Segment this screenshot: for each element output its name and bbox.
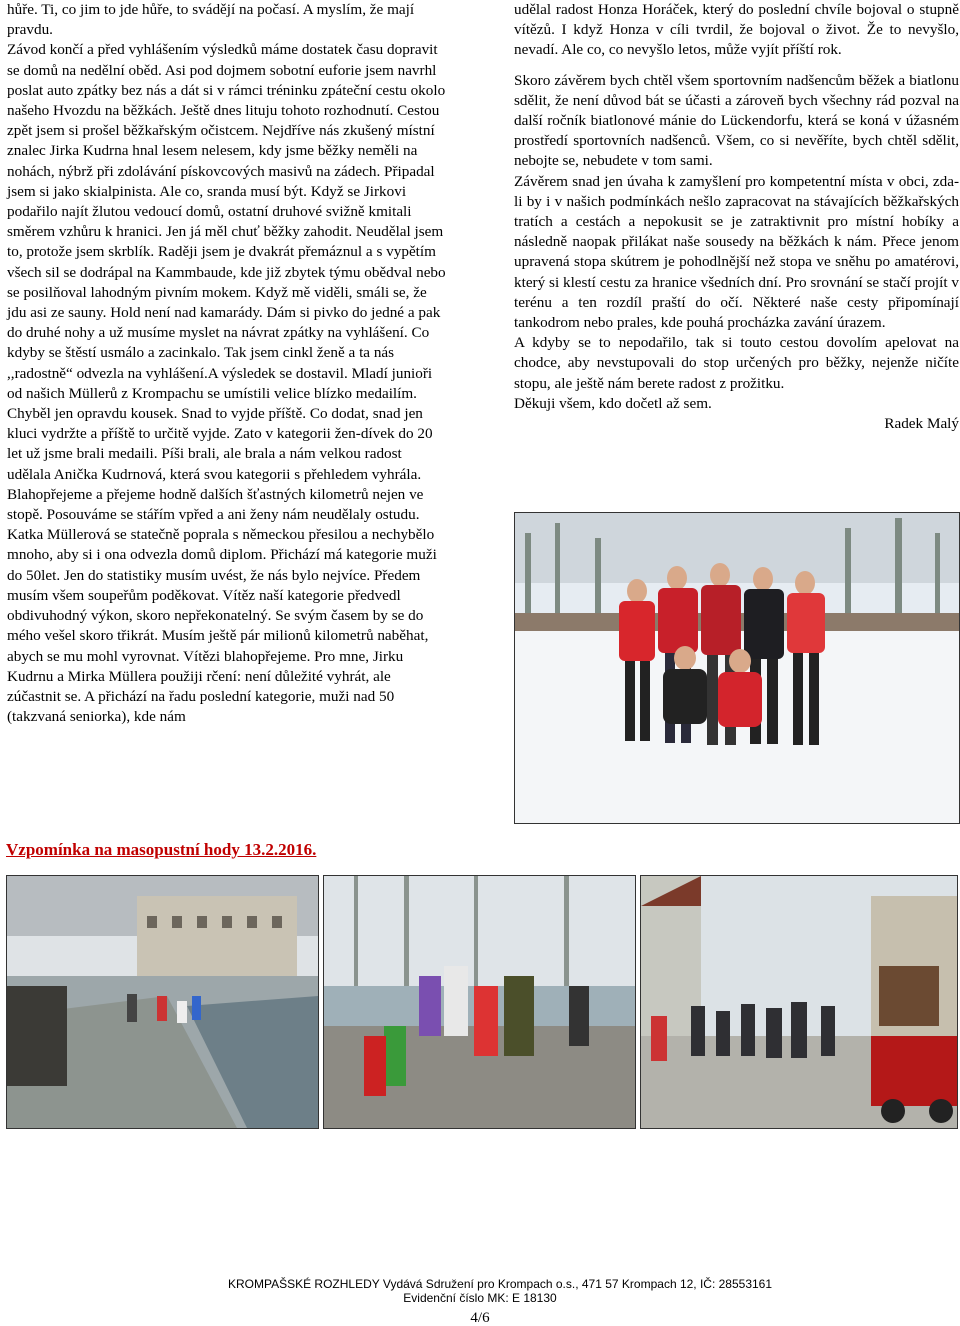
page-footer (0, 1277, 960, 1325)
publisher-line: KROMPAŠSKÉ ROZHLEDY Vydává Sdružení pro Krompach o.s., 471 57 Krompach 12, IČ: 28553161 (227, 1277, 773, 1291)
carnival-photo-firetruck (640, 875, 958, 1129)
team-photo (514, 512, 960, 824)
paragraph: A kdyby se to nepodařilo, tak si touto cestou dovolím apelovat na chodce, aby nevstupovali do stop určených pro běžky, nejenže ničíte stopu, ale ještě nám berete radost z prožitku. (514, 334, 959, 392)
paragraph: Závěrem snad jen úvaha k zamyšlení pro kompetentní místa v obci, zda-li by i v našich podmínkách nešlo zapracovat na stávajících běžkařských tratích a cestách a nepokusit se je zatraktivnit pro místní hobíky a následně naopak přilákat naše sousedy na běžkách k nám. Přece jenom upravená stopa skútrem je pohodlnější než stopa ve sněhu po amatérovi, který si klestí cestu za hranice všedních dní. Pro srovnání se stačí projít v terénu a ten rozdíl praští do očí. Některé naše cesty připomínají tankodrom nebo prales, kde pouhá procházka zavání úrazem. (514, 172, 959, 332)
right-column (514, 0, 959, 434)
paragraph: Děkuji všem, kdo dočetl až sem. (514, 394, 712, 412)
carnival-photo-masks (323, 875, 636, 1129)
registration-number: Evidenční číslo MK: E 18130 (403, 1291, 557, 1305)
left-column (7, 0, 447, 727)
page-number: 4/6 (470, 1310, 490, 1326)
section-heading: Vzpomínka na masopustní hody 13.2.2016. (6, 840, 317, 859)
paragraph: Skoro závěrem bych chtěl všem sportovním nadšencům běžek a biatlonu sdělit, že není důvod bát se účasti a zároveň bych všechny rád pozval na další ročník biatlonové mánie do Lückendorfu, která se koná v úžasném prostředí sportovních nadšenců. Všem, co si nevěříte, bych chtěl sdělit, nebojte se, nebudete v tom sami. (514, 71, 959, 170)
paragraph: udělal radost Honza Horáček, který do poslední chvíle bojoval o stupně vítězů. I když Honza v cíli tvrdil, že bojoval o život. Že to nevyšlo, nevadí. Ale co, co nevyšlo letos, může vyjít příští rok. (514, 1, 959, 59)
paragraph: hůře. Ti, co jim to jde hůře, to svádějí na počasí. A myslím, že mají pravdu. (7, 1, 415, 39)
author-signature: Radek Malý (884, 415, 959, 433)
carnival-photo-pond (6, 875, 319, 1129)
paragraph: Závod končí a před vyhlášením výsledků máme dostatek času dopravit se domů na nedělní oběd. Asi pod dojmem sobotní euforie jsem navrhl poslat auto zpátky bez nás a dát si v rámci tréninku zpáteční cestu okolo našeho Hvozdu na běžkách. Ještě dnes lituju tohoto rozhodnutí. Cestou zpět jsem si prošel běžkařským očistcem. Nejdříve nás zkušený místní znalec Jirka Kudrna hnal lesem nelesem, kdy jsme běžky neměli na nohách, nýbrž při zdolávání pískovcových masivů na zádech. Připadal jsem si jako skialpinista. Ale co, sranda musí být. Když se Jirkovi podařilo najít žlutou vedoucí domů, ostatní druhové svižně kmitali směrem vzhůru k hranici. Jen já měl chuť běžky zahodit. Neudělal jsem to, protože jsem skrblík. Raději jsem je dvakrát přemáznul a s vypětím všech sil se dodrápal na Kammbaude, kde již zbytek týmu obědval nebo se posilňoval lahodným pivním mokem. Když mě viděli, smáli se, že jdu asi ze sauny. Hold není nad kamarády. Dám si pivko do jedné a pak do druhé nohy a už musíme myslet na návrat zpátky na vyhlášení. Co kdyby se štěstí usmálo a zacinkalo. Tak jsem cinkl ženě a ta nás ,,radostně“ odvezla na vyhlášení.A výsledek se dostavil. Mladí junioři od našich Müllerů z Krompachu se umístili velice blízko medailím. Chyběl jen opravdu kousek. Snad to vyjde příště. Co dodat, snad jen kluci vydržte a příště to určitě vyjde. Zato v kategorii žen-dívek do 20 let už jsme brali medaili. Píši brali, ale brala a nám velkou radost udělala Anička Kudrnová, která svou kategorii s přehledem vyhrála. Blahopřejeme a přejeme hodně dalších šťastných kilometrů nejen ve stopě. Posouváme se stářím vpřed a ani ženy nám neudělaly ostudu. Katka Müllerová se statečně poprala s německou přesilou a nechybělo mnoho, aby si i ona odvezla domů diplom. Přichází má kategorie muži do 50let. Jen do statistiky musím uvést, že nás bylo nejvíce. Předem musím všem soupeřům poděkovat. Vítěz naší kategorie předvedl obdivuhodný výkon, skoro nepřekonatelný. Se svým časem by se do mého vešel skoro třikrát. Musím ještě pár milionů kilometrů naběhat, abych se mu mohl vyrovnat. Vítězi blahopřejeme. Pro mne, Jirku Kudrnu a Mirka Müllera použiji rčení: není důležité vyhrát, ale zúčastnit se. A přichází na řadu poslední kategorie, muži nad 50 (takzvaná seniorka), kde nám (7, 41, 446, 726)
